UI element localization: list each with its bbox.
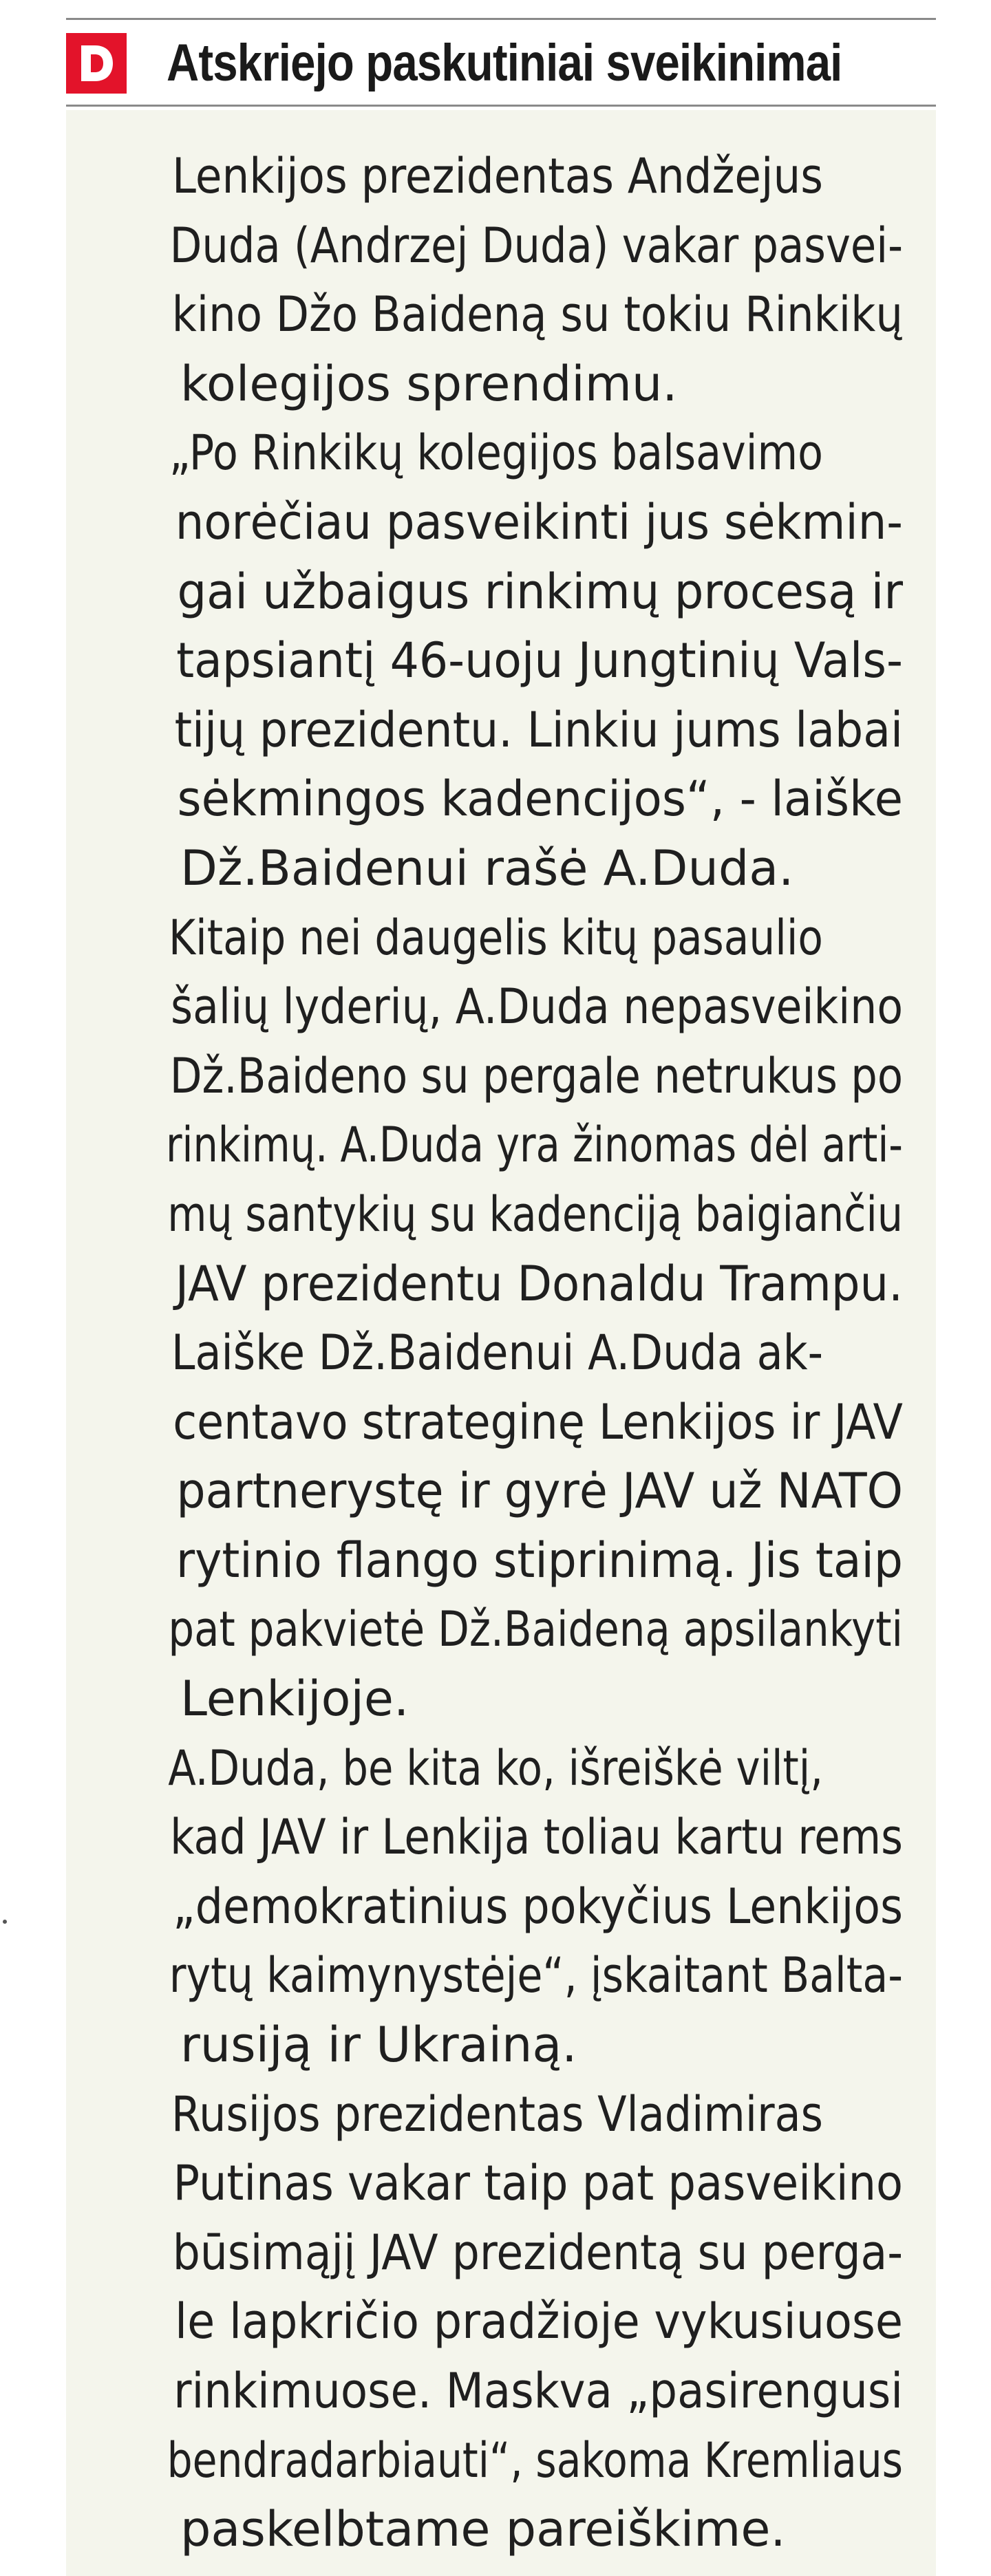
d-letter-logo-icon <box>66 33 127 94</box>
article-header <box>66 26 936 100</box>
header-divider <box>66 105 936 107</box>
article-line: rinkimų. A.Duda yra žinomas dėl arti- <box>165 1117 903 1174</box>
article-line: norėčiau pasveikinti jus sėkmin- <box>175 493 903 550</box>
article-line: Kitaip nei daugelis kitų pasaulio <box>168 909 823 966</box>
article-paragraph <box>100 2080 903 2564</box>
article-line: sėkmingos kadencijos“, - laiške <box>177 771 904 828</box>
article-line: Lenkijoje. <box>180 1671 409 1728</box>
article-line: „Po Rinkikų kolegijos balsavimo <box>169 425 823 482</box>
article-body <box>100 142 903 2564</box>
article-paragraph <box>100 1734 903 2080</box>
article-paragraph <box>100 1318 903 1734</box>
article-line: rinkimuose. Maskva „pasirengusi <box>173 2363 904 2419</box>
article-line: Dž.Baidenui rašė A.Duda. <box>180 839 794 897</box>
article-line: būsimąjį JAV prezidentą su perga- <box>172 2224 904 2281</box>
article-line: Rusijos prezidentas Vladimiras <box>171 2085 823 2143</box>
top-rule <box>66 18 936 20</box>
article-line: partnerystę ir gyrė JAV už NATO <box>176 1463 904 1520</box>
article-line: kino Džo Baideną su tokiu Rinkikų <box>171 286 903 343</box>
article-line: JAV prezidentu Donaldu Trampu. <box>175 1255 903 1312</box>
article-paragraph <box>100 903 903 1319</box>
article-paragraph <box>100 142 903 418</box>
article-line: gai užbaigus rinkimų procesą ir <box>177 563 904 620</box>
article-line: Laiške Dž.Baidenui A.Duda ak- <box>171 1324 824 1382</box>
article-line: Dž.Baideno su pergale netrukus po <box>169 1047 904 1104</box>
article-line: bendradarbiauti“, sakoma Kremliaus <box>167 2432 904 2489</box>
article-line: Lenkijos prezidentas Andžejus <box>172 148 823 204</box>
article-line: Duda (Andrzej Duda) vakar pasvei- <box>169 217 904 274</box>
article-line: rytų kaimynystėje“, įskaitant Balta- <box>169 1947 904 2004</box>
article-line: rytinio flango stiprinimą. Jis taip <box>175 1532 903 1589</box>
article-line: le lapkričio pradžioje vykusiuose <box>175 2293 904 2350</box>
article-line: pat pakvietė Dž.Baideną apsilankyti <box>168 1601 904 1658</box>
article-line: A.Duda, be kita ko, išreiškė viltį, <box>168 1739 824 1796</box>
article-line: tijų prezidentu. Linkiu jums labai <box>174 701 904 758</box>
article-line: rusiją ir Ukrainą. <box>180 2017 577 2074</box>
article-box <box>66 110 936 2576</box>
article-line: centavo strateginę Lenkijos ir JAV <box>173 1393 903 1450</box>
article-line: „demokratinius pokyčius Lenkijos <box>172 1878 904 1935</box>
margin-mark <box>3 1920 7 1924</box>
article-line: paskelbtame pareiškime. <box>180 2501 786 2558</box>
article-line: tapsiantį 46-uoju Jungtinių Vals- <box>176 632 903 689</box>
article-line: kad JAV ir Lenkija toliau kartu rems <box>170 1809 903 1866</box>
article-line: šalių lyderių, A.Duda nepasveikino <box>171 978 904 1035</box>
article-headline: Atskriejo paskutiniai sveikinimai <box>167 34 842 92</box>
article-paragraph <box>100 418 903 903</box>
article-line: mų santykių su kadenciją baigiančiu <box>167 1185 904 1243</box>
article-line: Putinas vakar taip pat pasveikino <box>173 2155 904 2212</box>
article-line: kolegijos sprendimu. <box>180 355 678 412</box>
